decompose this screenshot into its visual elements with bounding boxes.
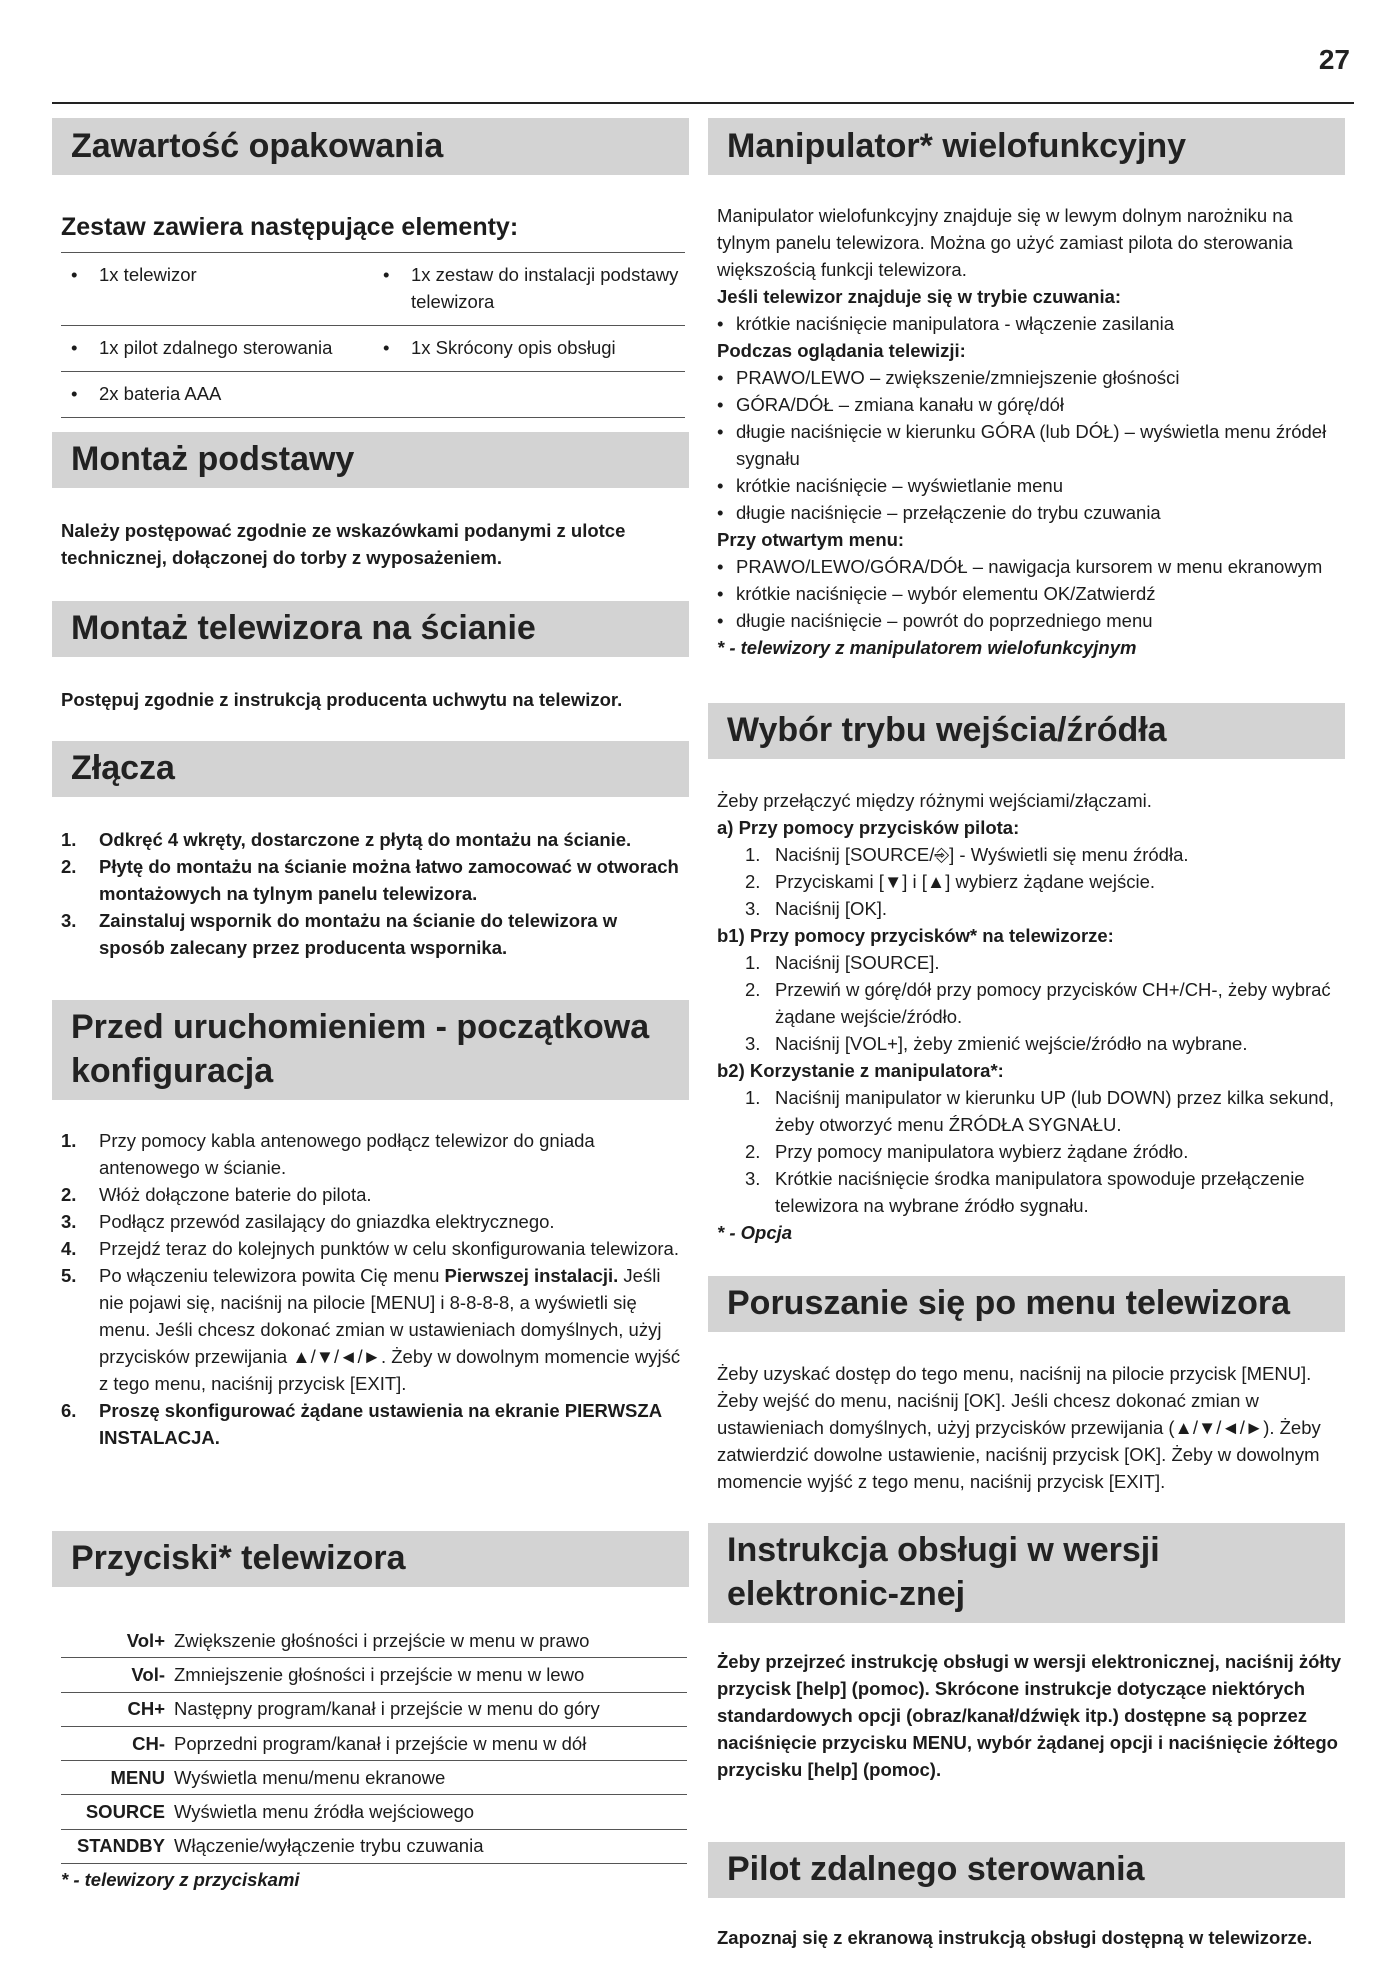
source-b1-heading: b1) Przy pomocy przycisków* na telewizorze: [717, 925, 1114, 946]
list-item: 1. Naciśnij manipulator w kierunku UP (lub DOWN) przez kilka sekund, żeby otworzyć menu ŹRÓDŁA SYGNAŁU. [745, 1087, 1334, 1135]
joystick-standby-list [717, 310, 1343, 337]
list-item: 3. Podłącz przewód zasilający do gniazdka elektrycznego. [61, 1211, 555, 1232]
source-a-list [717, 841, 1343, 922]
package-item: 1x Skrócony opis obsługi [411, 337, 616, 358]
table-row: STANDBY Włączenie/wyłączenie trybu czuwania [61, 1830, 687, 1864]
list-item: • krótkie naciśnięcie – wyświetlanie menu [717, 472, 1343, 499]
joystick-block [717, 202, 1343, 661]
section-header-remote: Pilot zdalnego sterowania [708, 1842, 1345, 1898]
buttons-note: * - telewizory z przyciskami [61, 1869, 300, 1890]
stand-text: Należy postępować zgodnie ze wskazówkami podanymi z ulotce technicznej, dołączonej do torby z wyposażeniem. [61, 520, 626, 568]
section-header-wall: Montaż telewizora na ścianie [52, 601, 689, 657]
page-number: 27 [1318, 44, 1350, 75]
package-table [61, 252, 685, 418]
connectors-list [61, 826, 687, 961]
list-item: 2. Przy pomocy manipulatora wybierz żądane źródło. [745, 1141, 1189, 1162]
joystick-menu-heading: Przy otwartym menu: [717, 529, 905, 550]
bullet-icon: • [717, 475, 724, 496]
bullet-icon: • [717, 583, 724, 604]
list-item: • długie naciśnięcie w kierunku GÓRA (lub DÓŁ) – wyświetla menu źródeł sygnału [717, 418, 1343, 472]
source-intro: Żeby przełączyć między różnymi wejściami/złączami. [717, 790, 1152, 811]
bullet-icon: • [71, 264, 78, 285]
section-header-buttons: Przyciski* telewizora [52, 1531, 689, 1587]
bullet-icon: • [717, 367, 724, 388]
list-item: 2. Włóż dołączone baterie do pilota. [61, 1184, 372, 1205]
joystick-watch-list [717, 364, 1343, 526]
joystick-menu-list [717, 553, 1343, 634]
joystick-intro: Manipulator wielofunkcyjny znajduje się w lewym dolnym narożniku na tylnym panelu telewizora. Można go użyć zamiast pilota do sterowania większością funkcji telewizora. [717, 205, 1293, 280]
table-row [61, 372, 685, 418]
bullet-icon: • [383, 264, 390, 285]
list-item: • krótkie naciśnięcie manipulatora - włączenie zasilania [717, 310, 1343, 337]
package-item: 2x bateria AAA [99, 383, 222, 404]
section-header-menu: Poruszanie się po menu telewizora [708, 1276, 1345, 1332]
joystick-watch-heading: Podczas oglądania telewizji: [717, 340, 966, 361]
list-item: 1. Naciśnij [SOURCE]. [745, 952, 940, 973]
table-row [61, 253, 685, 326]
source-b2-list [717, 1084, 1343, 1219]
bullet-icon: • [717, 610, 724, 631]
section-header-joystick: Manipulator* wielofunkcyjny [708, 118, 1345, 175]
package-item [373, 380, 685, 407]
list-item: 3. Krótkie naciśnięcie środka manipulatora spowoduje przełączenie telewizora na wybrane źródło sygnału. [745, 1168, 1305, 1216]
section-header-setup: Przed uruchomieniem - początkowa konfiguracja [52, 1000, 689, 1100]
joystick-standby-heading: Jeśli telewizor znajduje się w trybie czuwania: [717, 286, 1122, 307]
package-item: 1x telewizor [99, 264, 197, 285]
table-row [61, 326, 685, 372]
joystick-note: * - telewizory z manipulatorem wielofunkcyjnym [717, 637, 1137, 658]
list-item: 1. Naciśnij [SOURCE/⎆] - Wyświetli się menu źródła. [745, 844, 1189, 865]
setup-list [61, 1127, 687, 1451]
table-row: Vol+ Zwiększenie głośności i przejście w menu w prawo [61, 1624, 687, 1658]
section-header-package: Zawartość opakowania [52, 118, 689, 175]
bullet-icon: • [383, 337, 390, 358]
list-item: 2. Przyciskami [▼] i [▲] wybierz żądane wejście. [745, 871, 1155, 892]
table-row: CH- Poprzedni program/kanał i przejście w menu w dół [61, 1727, 687, 1761]
bullet-icon: • [71, 337, 78, 358]
source-b1-list [717, 949, 1343, 1057]
list-item: • krótkie naciśnięcie – wybór elementu OK/Zatwierdź [717, 580, 1343, 607]
table-row: Vol- Zmniejszenie głośności i przejście w menu w lewo [61, 1658, 687, 1692]
menu-text: Żeby uzyskać dostęp do tego menu, naciśnij na pilocie przycisk [MENU]. Żeby wejść do menu, naciśnij [OK]. Jeśli chcesz dokonać zmian w ustawieniach domyślnych, użyj przycisków przewijania (▲/▼/◄/►). Żeby zatwierdzić dowolne ustawienie, naciśnij przycisk [OK]. Żeby w dowolnym momencie wyjść z tego menu, naciśnij przycisk [EXIT]. [717, 1363, 1321, 1492]
source-block [717, 787, 1343, 1246]
list-item: • PRAWO/LEWO – zwiększenie/zmniejszenie głośności [717, 364, 1343, 391]
section-header-source: Wybór trybu wejścia/źródła [708, 703, 1345, 759]
source-a-heading: a) Przy pomocy przycisków pilota: [717, 817, 1020, 838]
bullet-icon: • [717, 313, 724, 334]
list-item: 3. Naciśnij [VOL+], żeby zmienić wejście/źródło na wybrane. [745, 1033, 1248, 1054]
list-item: 3. Naciśnij [OK]. [745, 898, 888, 919]
table-row: MENU Wyświetla menu/menu ekranowe [61, 1761, 687, 1795]
list-item: 2. Przewiń w górę/dół przy pomocy przycisków CH+/CH-, żeby wybrać żądane wejście/źródło. [745, 979, 1331, 1027]
bullet-icon: • [717, 394, 724, 415]
list-item: 1. Przy pomocy kabla antenowego podłącz telewizor do gniada antenowego w ścianie. [61, 1130, 595, 1178]
source-b2-heading: b2) Korzystanie z manipulatora*: [717, 1060, 1004, 1081]
package-item: 1x pilot zdalnego sterowania [99, 337, 333, 358]
list-item: • GÓRA/DÓŁ – zmiana kanału w górę/dół [717, 391, 1343, 418]
table-row: CH+ Następny program/kanał i przejście w menu do góry [61, 1693, 687, 1727]
list-item: 2. Płytę do montażu na ścianie można łatwo zamocować w otworach montażowych na tylnym panelu telewizora. [61, 856, 679, 904]
list-item: 6. Proszę skonfigurować żądane ustawienia na ekranie PIERWSZA INSTALACJA. [61, 1400, 662, 1448]
list-item: 4. Przejdź teraz do kolejnych punktów w celu skonfigurowania telewizora. [61, 1238, 679, 1259]
top-rule [52, 102, 1354, 104]
buttons-table [61, 1624, 687, 1864]
bullet-icon: • [717, 502, 724, 523]
list-item: 5. Po włączeniu telewizora powita Cię menu Pierwszej instalacji. Jeśli nie pojawi się, naciśnij na pilocie [MENU] i 8-8-8-8, a wyświetli się menu. Jeśli chcesz dokonać zmian w ustawieniach domyślnych, użyj przycisków przewijania ▲/▼/◄/►. Żeby w dowolnym momencie wyjść z tego menu, naciśnij przycisk [EXIT]. [61, 1265, 681, 1394]
list-item: 3. Zainstaluj wspornik do montażu na ścianie do telewizora w sposób zalecany przez producenta wspornika. [61, 910, 618, 958]
source-note: * - Opcja [717, 1222, 793, 1243]
section-header-emanual: Instrukcja obsługi w wersji elektronic-znej [708, 1523, 1345, 1623]
emanual-text: Żeby przejrzeć instrukcję obsługi w wersji elektronicznej, naciśnij żółty przycisk [help] (pomoc). Skrócone instrukcje dotyczące niektórych standardowych opcji (obraz/kanał/dźwięk itp.) dostępne są poprzez naciśnięcie przycisku MENU, wybór żądanej opcji i naciśnięcie żółtego przycisku [help] (pomoc). [717, 1651, 1342, 1780]
package-item: 1x zestaw do instalacji podstawy telewizora [411, 264, 679, 312]
list-item: • długie naciśnięcie – przełączenie do trybu czuwania [717, 499, 1343, 526]
remote-text: Zapoznaj się z ekranową instrukcją obsługi dostępną w telewizorze. [717, 1927, 1313, 1948]
package-subtitle: Zestaw zawiera następujące elementy: [61, 213, 519, 241]
list-item: • PRAWO/LEWO/GÓRA/DÓŁ – nawigacja kursorem w menu ekranowym [717, 553, 1343, 580]
table-row: SOURCE Wyświetla menu źródła wejściowego [61, 1795, 687, 1829]
list-item: • długie naciśnięcie – powrót do poprzedniego menu [717, 607, 1343, 634]
bullet-icon: • [717, 421, 724, 442]
list-item: 1. Odkręć 4 wkręty, dostarczone z płytą do montażu na ścianie. [61, 829, 632, 850]
section-header-stand: Montaż podstawy [52, 432, 689, 488]
bullet-icon: • [717, 556, 724, 577]
wall-text: Postępuj zgodnie z instrukcją producenta uchwytu na telewizor. [61, 689, 623, 710]
bullet-icon: • [71, 383, 78, 404]
section-header-connectors: Złącza [52, 741, 689, 797]
